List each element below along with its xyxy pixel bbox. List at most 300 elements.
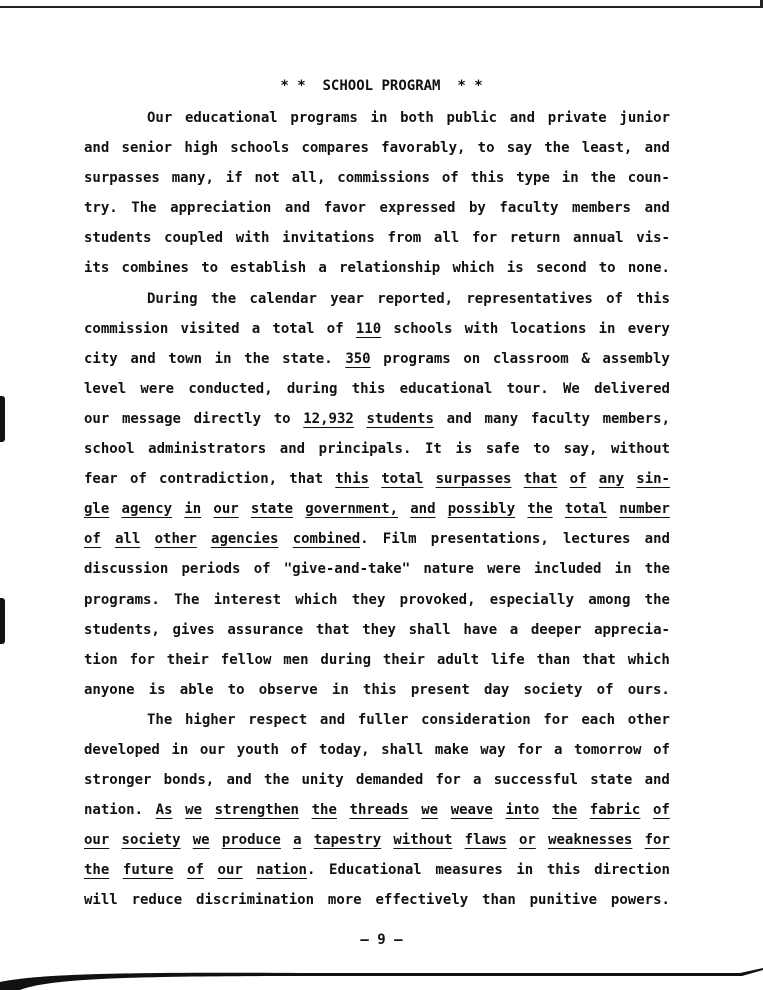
word: interest: [213, 591, 282, 608]
word: way: [480, 741, 506, 758]
text-line: [84, 377, 670, 407]
word: today,: [319, 741, 370, 758]
text-line: [84, 678, 670, 708]
underlined-word: weave: [450, 802, 493, 819]
word: with: [464, 320, 499, 337]
word: favor: [323, 200, 366, 217]
underlined-word: of: [187, 862, 204, 879]
word: contradiction,: [159, 471, 278, 488]
word: provoked,: [399, 591, 476, 608]
word: educational: [184, 110, 278, 126]
word: during: [320, 651, 371, 668]
word-group: [293, 527, 369, 557]
word: observe: [258, 681, 318, 698]
word: city: [84, 350, 118, 367]
word: the: [644, 561, 670, 578]
word: tomorrow: [574, 741, 642, 758]
underlined-word: we: [185, 802, 203, 819]
word: private: [547, 110, 607, 126]
word: and: [319, 711, 346, 728]
word: periods: [181, 561, 241, 578]
word: The: [131, 200, 157, 217]
word: programs.: [84, 591, 160, 608]
underlined-word: combined: [292, 531, 361, 548]
word: men: [283, 651, 309, 668]
underlined-word: society: [121, 832, 181, 849]
text-line: [84, 888, 670, 918]
word: schools: [230, 140, 290, 157]
word: which: [452, 260, 495, 277]
text-line: [84, 648, 670, 678]
word: will: [84, 892, 118, 909]
word: try.: [84, 200, 118, 217]
word: during: [286, 380, 338, 397]
word: this: [470, 170, 505, 187]
word: nation.: [84, 802, 144, 819]
word: "give-and-take": [283, 561, 411, 578]
word: the: [244, 350, 270, 367]
word: is: [148, 681, 166, 698]
underlined-word: agency: [121, 501, 173, 518]
word: fellow: [220, 651, 272, 668]
word: During: [147, 290, 198, 307]
word: junior: [619, 110, 670, 126]
word: principals.: [318, 441, 412, 458]
word: members,: [602, 410, 670, 427]
word: measures: [435, 862, 503, 879]
word: each: [581, 711, 616, 728]
underlined-word: 350: [345, 350, 371, 367]
underlined-word: the: [84, 862, 110, 879]
word: able: [179, 681, 214, 698]
word: say,: [563, 441, 598, 458]
text-line: [84, 738, 670, 768]
word: favorably,: [381, 140, 466, 157]
text-line: [84, 858, 670, 888]
word: say: [506, 140, 533, 157]
word: state.: [282, 350, 333, 367]
word: in: [561, 170, 579, 187]
word: were: [140, 380, 175, 397]
word: visited: [180, 320, 240, 337]
word: all,: [291, 170, 326, 187]
word: of: [441, 170, 459, 187]
word: this: [636, 290, 670, 307]
underlined-word: 110: [355, 320, 382, 337]
underlined-word: any: [598, 471, 625, 488]
underlined-word: flaws: [464, 832, 507, 849]
word: state: [590, 772, 633, 789]
word: the: [210, 290, 237, 307]
word: programs: [383, 350, 451, 367]
word: second: [535, 260, 587, 277]
underlined-word: and: [410, 501, 436, 518]
text-line: [84, 497, 670, 527]
word: year: [330, 290, 364, 307]
text-line: [84, 287, 670, 317]
word: school: [84, 441, 135, 458]
word: this: [351, 380, 386, 397]
underlined-word: strengthen: [214, 802, 299, 819]
word: included: [534, 561, 602, 578]
word: annual: [573, 230, 624, 247]
word: and: [644, 531, 670, 548]
word: demanded: [355, 772, 424, 789]
underlined-word: we: [421, 802, 439, 819]
word: faculty: [499, 200, 559, 217]
word: without: [610, 441, 670, 458]
text-line: [84, 768, 670, 798]
word: a: [473, 772, 482, 789]
word: the: [544, 140, 570, 157]
word: appreciation: [170, 200, 272, 217]
page-title: * * SCHOOL PROGRAM * *: [280, 78, 483, 94]
word: and: [130, 350, 156, 367]
word: for: [435, 772, 461, 789]
word: day: [484, 681, 510, 698]
word: is: [506, 260, 524, 277]
word: and: [644, 140, 670, 157]
word: calendar: [249, 290, 317, 307]
underlined-word: of: [84, 531, 101, 548]
text-line: [84, 708, 670, 738]
paragraph: [84, 708, 670, 919]
word: of: [596, 681, 614, 698]
word: senior: [121, 140, 173, 157]
word: We: [562, 380, 580, 397]
word: high: [184, 140, 219, 157]
word: vis-: [636, 230, 670, 247]
word: a: [509, 621, 519, 638]
word: to: [227, 681, 245, 698]
text-line: [84, 828, 670, 858]
word: many: [484, 410, 519, 427]
word: discussion: [84, 561, 169, 578]
text-line: [84, 557, 670, 587]
paragraph: [84, 287, 670, 708]
word: by: [468, 200, 486, 217]
word: to: [598, 260, 616, 277]
word: coun-: [627, 170, 670, 187]
word: they: [351, 591, 386, 608]
word: safe: [485, 441, 520, 458]
word: for: [129, 651, 155, 668]
word: among: [588, 591, 631, 608]
word: and: [644, 772, 670, 789]
word: in: [516, 862, 534, 879]
text-line: [84, 798, 670, 828]
word: programs: [290, 110, 358, 126]
word: expressed: [379, 200, 456, 217]
word: The: [147, 711, 173, 728]
text-line: [84, 347, 670, 377]
word: and: [226, 772, 252, 789]
word: commission: [84, 320, 169, 337]
word: a: [251, 320, 261, 337]
word: bonds,: [163, 772, 215, 789]
word: reduce: [131, 892, 183, 909]
word: were: [487, 561, 521, 578]
word: not: [254, 170, 280, 187]
word: in: [614, 561, 632, 578]
word: direction: [594, 862, 670, 879]
underlined-word: total: [564, 501, 608, 518]
word: all: [433, 230, 460, 247]
word: have: [463, 621, 498, 638]
word: a: [318, 260, 327, 277]
word: for: [471, 230, 498, 247]
word: and: [509, 110, 536, 126]
word: assurance: [227, 621, 304, 638]
word: powers.: [610, 892, 670, 909]
word: society: [523, 681, 583, 698]
word: for: [517, 741, 543, 758]
underlined-word: students: [366, 410, 434, 427]
word: which: [627, 651, 670, 668]
word: ours.: [627, 681, 670, 698]
word: in: [370, 110, 388, 126]
word: that: [582, 651, 616, 668]
underlined-word: our: [213, 501, 239, 518]
word: than: [536, 651, 571, 668]
word: representatives: [466, 290, 593, 307]
word: developed: [84, 741, 160, 758]
word: and: [644, 200, 670, 217]
word: assembly: [602, 350, 670, 367]
word: to: [273, 410, 291, 427]
word: on: [463, 350, 481, 367]
underlined-word: threads: [349, 802, 409, 819]
word: locations: [510, 320, 587, 337]
word: which: [295, 591, 338, 608]
word: of: [326, 320, 344, 337]
word: apprecia-: [594, 621, 670, 638]
word: invitations: [282, 230, 375, 247]
word: members: [571, 200, 631, 217]
word: shall: [381, 741, 424, 758]
word: Our: [147, 110, 173, 126]
text-line: [84, 527, 670, 557]
underlined-word: this: [335, 471, 369, 488]
text-line: [84, 618, 670, 648]
word: youth: [236, 741, 279, 758]
underlined-word: other: [154, 531, 197, 548]
word: is: [455, 441, 473, 458]
underlined-word: that: [523, 471, 558, 488]
word: total: [272, 320, 315, 337]
word: their: [166, 651, 209, 668]
word: fear: [84, 471, 118, 488]
underlined-word: our: [217, 862, 243, 879]
word: administrators: [148, 441, 267, 458]
underlined-word: As: [155, 802, 173, 819]
word: more: [327, 892, 362, 909]
word: none.: [627, 260, 670, 277]
word: many,: [171, 170, 214, 187]
word: commissions: [337, 170, 430, 187]
underlined-word: agencies: [211, 531, 279, 548]
word: type: [516, 170, 550, 187]
underlined-word: total: [381, 471, 424, 488]
word: our: [84, 410, 110, 427]
text-line: [84, 256, 670, 286]
word: effectively: [375, 892, 469, 909]
word: make: [434, 741, 469, 758]
underlined-word: or: [518, 832, 536, 849]
word: least,: [581, 140, 633, 157]
word: schools: [393, 320, 453, 337]
word: respect: [248, 711, 308, 728]
underlined-word: gle: [84, 501, 110, 518]
word: directly: [193, 410, 262, 427]
word: reported,: [377, 290, 454, 307]
word: every: [627, 320, 670, 337]
underlined-word: future: [122, 862, 174, 879]
page-bottom-edge: [0, 968, 763, 990]
underlined-word: into: [505, 802, 540, 819]
word: educational: [399, 380, 493, 397]
word: especially: [489, 591, 575, 608]
text-line: [84, 196, 670, 226]
word: from: [387, 230, 422, 247]
word: consideration: [421, 711, 531, 728]
word: in: [331, 681, 349, 698]
word: classroom: [492, 350, 569, 367]
word: anyone: [84, 681, 135, 698]
word: the: [644, 591, 670, 608]
word: to: [201, 260, 219, 277]
word: our: [199, 741, 226, 758]
text-line: [84, 407, 670, 437]
paragraph: [84, 106, 670, 287]
underlined-word: our: [84, 832, 110, 849]
text-line: [84, 226, 670, 256]
word: message: [121, 410, 181, 427]
word: its: [84, 260, 110, 277]
underlined-word: the: [551, 802, 578, 819]
underlined-word: we: [192, 832, 210, 849]
word: higher: [184, 711, 236, 728]
word: a: [554, 741, 563, 758]
word: .: [306, 862, 316, 879]
word: this: [546, 862, 581, 879]
word: discrimination: [196, 892, 315, 909]
binding-mark-lower: [0, 598, 5, 644]
word: and: [279, 441, 306, 458]
word: nature: [423, 561, 474, 578]
word: other: [627, 711, 670, 728]
text-line: [84, 467, 670, 497]
word: lectures: [563, 531, 631, 548]
word: of: [653, 741, 670, 758]
word: tion: [84, 651, 118, 668]
word: in: [214, 350, 232, 367]
text-line: [84, 166, 670, 196]
word: life: [490, 651, 525, 668]
word: presentations,: [430, 531, 549, 548]
word: .: [360, 531, 369, 548]
word: tour.: [506, 380, 549, 397]
word: in: [598, 320, 616, 337]
word: shall: [408, 621, 451, 638]
word: that: [289, 471, 324, 488]
word: delivered: [594, 380, 670, 397]
word: their: [382, 651, 426, 668]
binding-mark-upper: [0, 396, 5, 442]
word: they: [362, 621, 396, 638]
underlined-word: for: [644, 832, 670, 849]
word: the: [590, 170, 616, 187]
word-group: [256, 858, 315, 888]
page-top-edge: [0, 6, 763, 8]
text-line: [84, 136, 670, 166]
word: to: [533, 441, 551, 458]
underlined-word: all: [115, 531, 141, 548]
word: students: [84, 230, 152, 247]
word: punitive: [529, 892, 598, 909]
text-line: [84, 106, 670, 136]
word: with: [235, 230, 270, 247]
word: &: [581, 350, 590, 367]
word: establish: [230, 260, 307, 277]
word: that: [315, 621, 350, 638]
word: return: [509, 230, 561, 247]
word: stronger: [84, 772, 152, 789]
word: this: [362, 681, 397, 698]
word: surpasses: [84, 170, 160, 187]
underlined-word: fabric: [589, 802, 641, 819]
word: for: [543, 711, 569, 728]
word: both: [400, 110, 434, 126]
underlined-word: without: [393, 832, 453, 849]
word: It: [424, 441, 442, 458]
word: of: [253, 561, 271, 578]
word: fuller: [357, 711, 409, 728]
underlined-word: possibly: [447, 501, 516, 518]
word: and: [284, 200, 311, 217]
word: faculty: [530, 410, 590, 427]
word: of: [606, 290, 623, 307]
word: the: [263, 772, 290, 789]
word: deeper: [530, 621, 582, 638]
word: compares: [301, 140, 369, 157]
word: and: [84, 140, 110, 157]
word: and: [446, 410, 472, 427]
underlined-word: state: [250, 501, 294, 518]
text-line: [84, 437, 670, 467]
underlined-word: of: [653, 802, 670, 819]
underlined-word: sin-: [636, 471, 670, 488]
word: in: [171, 741, 189, 758]
word: The: [174, 591, 200, 608]
word: coupled: [164, 230, 224, 247]
word: if: [225, 170, 243, 187]
underlined-word: weaknesses: [548, 832, 633, 849]
word: than: [482, 892, 516, 909]
word: unity: [301, 772, 344, 789]
underlined-word: a: [293, 832, 302, 849]
underlined-word: government,: [305, 501, 398, 518]
word: conducted,: [188, 380, 273, 397]
word: relationship: [339, 260, 441, 277]
underlined-word: in: [184, 501, 202, 518]
word: adult: [436, 651, 480, 668]
underlined-word: nation: [256, 862, 307, 879]
word: to: [477, 140, 495, 157]
word: students,: [84, 621, 160, 638]
word: Film: [382, 531, 417, 548]
text-line: [84, 588, 670, 618]
